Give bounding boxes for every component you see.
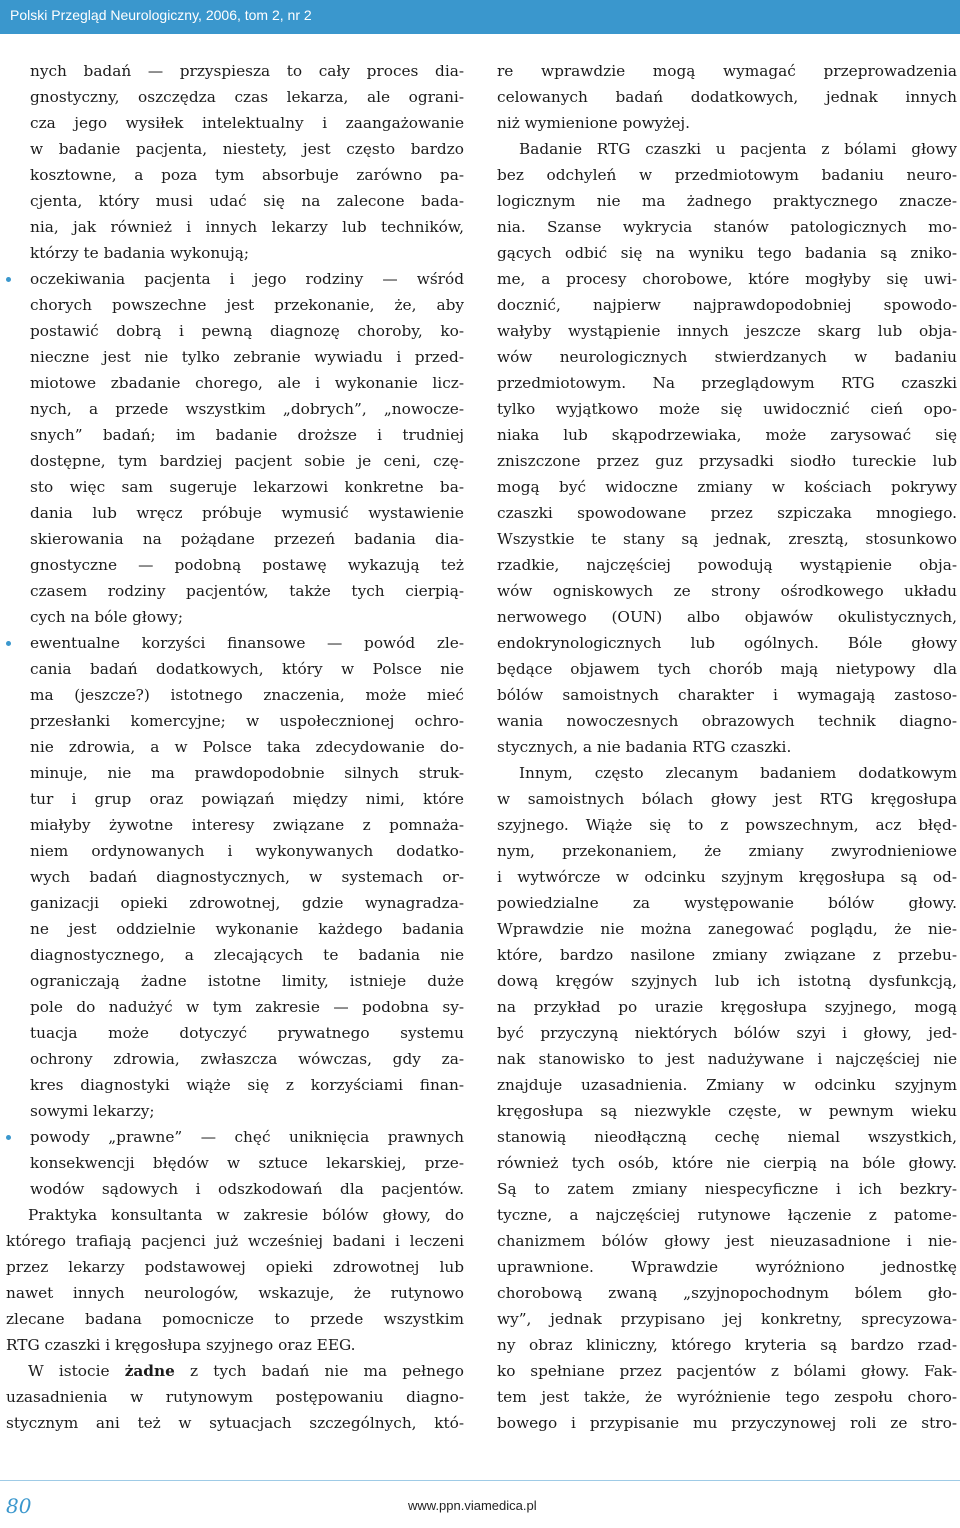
text-line-content: ko spełniane przez pacjentów z bólami głowy. Fak- [497, 1362, 957, 1380]
text-line-content: wów ogniskowych ze strony ośrodkowego układu [497, 582, 957, 600]
text-line-content: być przyczyną niektórych bólów szyi i głowy, jed- [497, 1024, 957, 1042]
text-line [6, 656, 464, 682]
text-line-content: Są to zatem zmiany niespecyficzne i ich bezkry- [497, 1180, 957, 1198]
text-line [497, 370, 957, 396]
text-line-content: wych badań diagnostycznych, w systemach or- [30, 868, 464, 886]
text-line [6, 1020, 464, 1046]
text-line [497, 58, 957, 84]
text-line-content: W istocie żadne z tych badań nie ma pełnego [28, 1362, 465, 1380]
text-line [497, 1306, 957, 1332]
text-line [6, 1202, 464, 1228]
text-line [6, 162, 464, 188]
text-line-content: dania lub wręcz próbuje wymusić wystawienie [30, 504, 464, 522]
text-line-content: którzy te badania wykonują; [30, 244, 250, 262]
text-line [6, 448, 464, 474]
text-line [6, 188, 464, 214]
text-line-content: diagnostycznego, a zlecających te badania nie [30, 946, 464, 964]
text-line [497, 708, 957, 734]
text-line [497, 1358, 957, 1384]
text-line [6, 344, 464, 370]
text-line [6, 760, 464, 786]
text-line [6, 1046, 464, 1072]
text-line [497, 968, 957, 994]
text-line [6, 500, 464, 526]
text-line-content: powody „prawne” — chęć uniknięcia prawnych [30, 1128, 464, 1146]
journal-title: Polski Przegląd Neurologiczny, 2006, tom 2, nr 2 [10, 7, 312, 23]
text-line-content: konsekwencji błędów w sztuce lekarskiej, prze- [30, 1154, 464, 1172]
text-line [497, 318, 957, 344]
text-line [497, 474, 957, 500]
right-text-column [497, 58, 957, 1436]
text-line [6, 136, 464, 162]
text-line [497, 552, 957, 578]
text-line-content: ochrony zdrowia, zwłaszcza wówczas, gdy za- [30, 1050, 464, 1068]
text-line-content: Praktyka konsultanta w zakresie bólów głowy, do [28, 1206, 464, 1224]
text-line-content: nia, jak również i innych lekarzy lub techników, [30, 218, 464, 236]
text-line-content: stanowią nieodłączną cechę niemal wszystkich, [497, 1128, 957, 1146]
text-line [6, 526, 464, 552]
text-line-content: sowymi lekarzy; [30, 1102, 155, 1120]
text-line [6, 1384, 464, 1410]
text-line-content: rzadkie, najczęściej powodują wystąpienie obja- [497, 556, 957, 574]
text-line [497, 916, 957, 942]
text-line-content: chorobową zwaną „szyjnopochodnym bólem gło- [497, 1284, 957, 1302]
text-line-content: ganizacji opieki zdrowotnej, gdzie wynagradza- [30, 894, 464, 912]
text-line [497, 1098, 957, 1124]
text-line [497, 760, 957, 786]
text-line-content: tyczne, a najczęściej rutynowe łączenie z patome- [497, 1206, 957, 1224]
text-line-content: bowego i przypisanie mu przyczynowej roli ze stro- [497, 1414, 957, 1432]
text-line-content: Wszystkie te stany są jednak, zresztą, stosunkowo [497, 530, 957, 548]
text-line-content: ny obraz kliniczny, którego kryteria są bardzo rzad- [497, 1336, 957, 1354]
text-line [497, 344, 957, 370]
text-line-content: re wprawdzie mogą wymagać przeprowadzenia [497, 62, 957, 80]
text-line-content: minuje, nie ma prawdopodobnie silnych struk- [30, 764, 464, 782]
text-line [6, 1358, 464, 1384]
text-line [497, 656, 957, 682]
text-line-content: chanizmem bólów głowy jest nieuzasadnione i nie- [497, 1232, 957, 1250]
text-line-content: ma (jeszcze?) istotnego znaczenia, może mieć [30, 686, 464, 704]
text-line [497, 682, 957, 708]
text-line-content: którego trafiają pacjenci już wcześniej badani i leczeni [6, 1232, 464, 1250]
text-line-content: tylko wyjątkowo może się uwidocznić cień opo- [497, 400, 957, 418]
text-line-content: ograniczają żadne istotne limity, istnieje duże [30, 972, 464, 990]
text-line-content: wałyby wystąpienie innych jeszcze skarg lub obja- [497, 322, 957, 340]
text-line-content: nia. Szanse wykrycia stanów patologicznych mo- [497, 218, 957, 236]
text-line [497, 838, 957, 864]
text-line [6, 84, 464, 110]
text-line-content: wania nowoczesnych obrazowych technik diagno- [497, 712, 957, 730]
text-line-content: miałyby żywotne interesy związane z pomnaża- [30, 816, 464, 834]
text-line-content: znajduje uzasadnienia. Zmiany w odcinku szyjnym [497, 1076, 957, 1094]
bullet-icon [6, 277, 11, 282]
text-line-content: wy”, jednak przypisano jej konkretny, sprecyzowa- [497, 1310, 957, 1328]
text-line [6, 864, 464, 890]
text-line [6, 370, 464, 396]
text-line-content: które, bardzo nasilone zmiany związane z przebu- [497, 946, 957, 964]
text-line-content: nawet innych neurologów, wskazuje, że rutynowo [6, 1284, 464, 1302]
text-line [6, 1280, 464, 1306]
text-line [6, 942, 464, 968]
text-line [6, 890, 464, 916]
text-line-content: dostępne, tym bardziej pacjent sobie je ceni, czę- [30, 452, 464, 470]
text-line-content: uzasadnienia w rutynowym postępowaniu diagno- [6, 1388, 464, 1406]
text-line [6, 474, 464, 500]
text-line [6, 1124, 464, 1150]
text-line [6, 552, 464, 578]
text-line [6, 240, 464, 266]
text-line [497, 214, 957, 240]
text-line-content: w samoistnych bólach głowy jest RTG kręgosłupa [497, 790, 957, 808]
text-line-content: snych” badań; im badanie droższe i trudniej [30, 426, 464, 444]
text-line-content: cjenta, który musi udać się na zalecone bada- [30, 192, 464, 210]
text-line [6, 1150, 464, 1176]
text-line-content: endokrynologicznych lub ogólnych. Bóle głowy [497, 634, 957, 652]
text-line-content: uprawnione. Wprawdzie wyróżniono jednostkę [497, 1258, 957, 1276]
text-line-content: pole do nadużyć w tym zakresie — podobna sy- [30, 998, 464, 1016]
text-line [497, 890, 957, 916]
text-line-content: również tych osób, które nie cierpią na bóle głowy. [497, 1154, 957, 1172]
text-line [6, 994, 464, 1020]
text-line [497, 734, 957, 760]
text-line [497, 1228, 957, 1254]
text-line [497, 292, 957, 318]
text-line [497, 1176, 957, 1202]
text-line [6, 318, 464, 344]
text-line [497, 162, 957, 188]
text-line-content: stycznych, a nie badania RTG czaszki. [497, 738, 792, 756]
bullet-icon [6, 1135, 11, 1140]
text-line [6, 266, 464, 292]
text-line [497, 864, 957, 890]
text-line-content: w badanie pacjenta, niestety, jest często bardzo [30, 140, 464, 158]
text-line-content: wów neurologicznych stwierdzanych w badaniu [497, 348, 957, 366]
text-line [497, 188, 957, 214]
text-line-content: będące objawem tych chorób mają nietypowy dla [497, 660, 957, 678]
text-line [6, 968, 464, 994]
text-line-content: nych, a przede wszystkim „dobrych”, „nowocze- [30, 400, 464, 418]
text-line-content: mogą być widoczne zmiany w kościach pokrywy [497, 478, 957, 496]
text-line-content: zniszczone przez guz przysadki siodło tureckie lub [497, 452, 957, 470]
text-line [497, 1020, 957, 1046]
text-line-content: dową kręgów szyjnych lub ich istotną dysfunkcją, [497, 972, 957, 990]
text-line [6, 1410, 464, 1436]
text-line [6, 604, 464, 630]
text-line [497, 500, 957, 526]
text-line-content: miotowe zbadanie chorego, ale i wykonanie licz- [30, 374, 464, 392]
footer-url: www.ppn.viamedica.pl [408, 1498, 537, 1513]
text-line [497, 1280, 957, 1306]
text-line [497, 396, 957, 422]
text-line [6, 682, 464, 708]
text-line-content: niem ordynowanych i wykonywanych dodatko- [30, 842, 464, 860]
text-line-content: skierowania na pożądane przezeń badania dia- [30, 530, 464, 548]
text-line-content: oczekiwania pacjenta i jego rodziny — wśród [30, 270, 464, 288]
text-line [6, 1228, 464, 1254]
text-line-content: nie zdrowia, a w Polsce taka zdecydowanie do- [30, 738, 464, 756]
text-line-content: czasem rodziny pacjentów, także tych cierpią- [30, 582, 464, 600]
text-line [497, 84, 957, 110]
text-line-content: tur i grup oraz powiązań między nimi, które [30, 790, 464, 808]
text-line-content: Wprawdzie nie można zanegować poglądu, że nie- [497, 920, 957, 938]
text-line-content: ewentualne korzyści finansowe — powód zle- [30, 634, 464, 652]
text-line-content: powiedzialne za występowanie bólów głowy. [497, 894, 957, 912]
text-line-content: przedmiotowym. Na przeglądowym RTG czaszki [497, 374, 957, 392]
text-line [6, 292, 464, 318]
text-line-content: RTG czaszki i kręgosłupa szyjnego oraz EEG. [6, 1336, 356, 1354]
text-line [6, 422, 464, 448]
text-line [497, 1124, 957, 1150]
text-line [497, 1254, 957, 1280]
text-line [497, 110, 957, 136]
text-line-content: nych badań — przyspiesza to cały proces dia- [30, 62, 464, 80]
text-line [497, 448, 957, 474]
text-line [497, 812, 957, 838]
text-line-content: bólów samoistnych charakter i wymagają zastoso- [497, 686, 957, 704]
text-line-content: przez lekarzy podstawowej opieki zdrowotnej lub [6, 1258, 464, 1276]
text-line [497, 786, 957, 812]
text-line [6, 630, 464, 656]
text-line-content: zlecane badana pomocnicze to przede wszystkim [6, 1310, 464, 1328]
text-line-content: przesłanki komercyjne; w uspołecznionej ochro- [30, 712, 464, 730]
text-line-content: stycznym ani też w sytuacjach szczególnych, któ- [6, 1414, 464, 1432]
text-line [6, 214, 464, 240]
left-text-column [6, 58, 464, 1436]
text-line-content: nak stanowisko to jest nadużywane i najczęściej nie [497, 1050, 957, 1068]
text-line-content: kręgosłupa są niezwykle częste, w pewnym wieku [497, 1102, 957, 1120]
text-line [6, 110, 464, 136]
text-line-content: niaka lub skąpodrzewiaka, może zarysować się [497, 426, 957, 444]
text-line [497, 1072, 957, 1098]
text-line [6, 396, 464, 422]
text-line [6, 578, 464, 604]
text-line-content: Innym, często zlecanym badaniem dodatkowym [519, 764, 957, 782]
text-line [6, 786, 464, 812]
text-line-content: na przykład po urazie kręgosłupa szyjnego, mogą [497, 998, 957, 1016]
text-line [6, 1254, 464, 1280]
text-line [497, 1384, 957, 1410]
text-line-content: wodów sądowych i odszkodowań dla pacjentów. [30, 1180, 464, 1198]
text-line [6, 812, 464, 838]
text-line-content: nieczne jest nie tylko zebranie wywiadu i przed- [30, 348, 464, 366]
text-line-content: sto więc sam sugeruje lekarzowi konkretne ba- [30, 478, 464, 496]
text-line [497, 526, 957, 552]
page-number: 80 [6, 1494, 32, 1518]
text-line [6, 1098, 464, 1124]
text-line-content: kres diagnostyki wiąże się z korzyściami finan- [30, 1076, 464, 1094]
text-line-content: gnostyczny, oszczędza czas lekarza, ale ograni- [30, 88, 464, 106]
text-line-content: cych na bóle głowy; [30, 608, 183, 626]
text-line [6, 58, 464, 84]
journal-header-bar [0, 0, 960, 34]
text-line-content: szyjnego. Wiąże się to z powszechnym, acz błęd- [497, 816, 957, 834]
text-line-content: ne jest oddzielnie wykonanie każdego badania [30, 920, 464, 938]
text-line [6, 838, 464, 864]
text-line [497, 604, 957, 630]
text-line [6, 1072, 464, 1098]
text-line-content: logicznym nie ma żadnego praktycznego znacze- [497, 192, 957, 210]
text-line [6, 1332, 464, 1358]
text-line [6, 916, 464, 942]
text-line-content: Badanie RTG czaszki u pacjenta z bólami głowy [519, 140, 957, 158]
text-line-content: czaszki spowodowane przez szpiczaka mnogiego. [497, 504, 957, 522]
text-line [497, 136, 957, 162]
text-line-content: nerwowego (OUN) albo objawów okulistycznych, [497, 608, 957, 626]
footer-divider [0, 1480, 960, 1481]
text-line [6, 1306, 464, 1332]
text-line-content: chorych powszechne jest przekonanie, że, aby [30, 296, 464, 314]
text-line-content: postawić dobrą i pewną diagnozę choroby, ko- [30, 322, 464, 340]
text-line [497, 266, 957, 292]
text-line-content: celowanych badań dodatkowych, jednak innych [497, 88, 957, 106]
text-line-content: niż wymienione powyżej. [497, 114, 691, 132]
text-line [497, 1410, 957, 1436]
text-line [497, 1202, 957, 1228]
text-line-content: docznić, najpierw najprawdopodobniej spowodo- [497, 296, 957, 314]
text-line [6, 708, 464, 734]
text-line [497, 578, 957, 604]
text-line [497, 942, 957, 968]
text-line-content: tuacja może dotyczyć prywatnego systemu [30, 1024, 464, 1042]
text-line-content: cania badań dodatkowych, który w Polsce nie [30, 660, 464, 678]
text-line-content: kosztowne, a poza tym absorbuje zarówno pa- [30, 166, 464, 184]
text-line-content: bez odchyleń w przedmiotowym badaniu neuro- [497, 166, 957, 184]
text-line [497, 630, 957, 656]
text-line [497, 1332, 957, 1358]
text-line [6, 1176, 464, 1202]
bullet-icon [6, 641, 11, 646]
text-line-content: gących odbić się na wyniku tego badania są zniko- [497, 244, 957, 262]
text-line [497, 422, 957, 448]
text-line [497, 994, 957, 1020]
text-line-content: cza jego wysiłek intelektualny i zaangażowanie [30, 114, 464, 132]
text-line [497, 1150, 957, 1176]
text-line-content: i wytwórcze w odcinku szyjnym kręgosłupa są od- [497, 868, 957, 886]
text-line-content: gnostyczne — podobną postawę wykazują też [30, 556, 464, 574]
text-line [497, 1046, 957, 1072]
text-line [6, 734, 464, 760]
text-line [497, 240, 957, 266]
text-line-content: me, a procesy chorobowe, które mogłyby się uwi- [497, 270, 957, 288]
text-line-content: nym, przekonaniem, że zmiany zwyrodnieniowe [497, 842, 957, 860]
text-line-content: tem jest także, że wyróżnienie tego zespołu choro- [497, 1388, 957, 1406]
